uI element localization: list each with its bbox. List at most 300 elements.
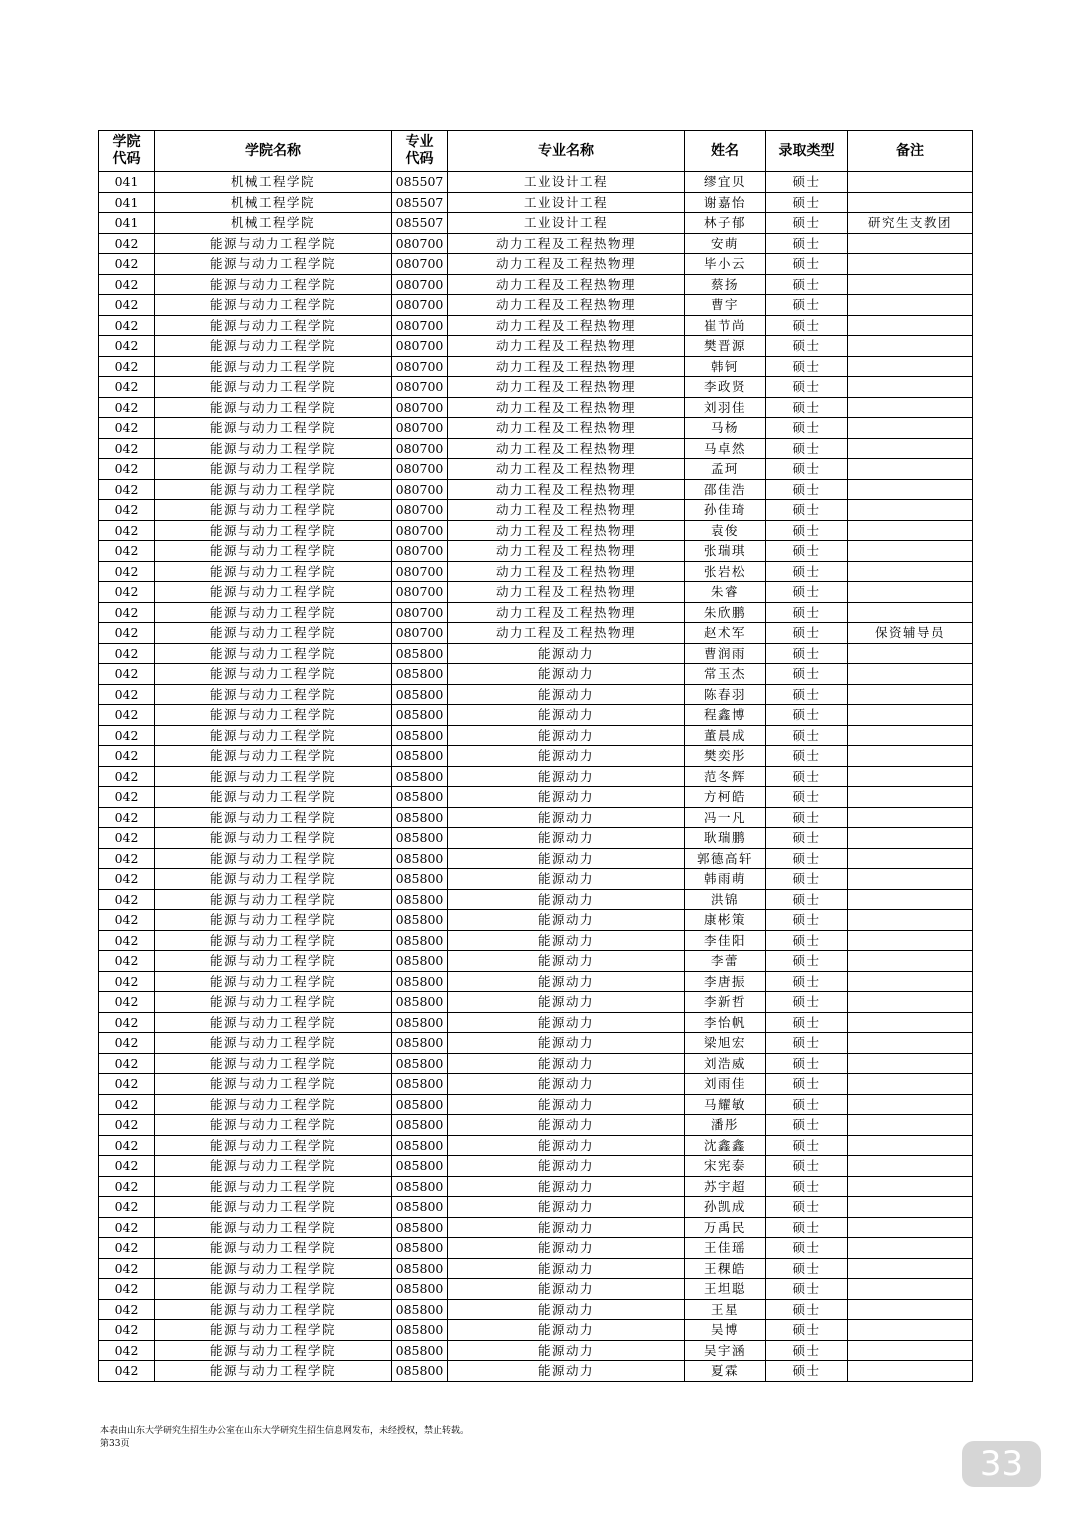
cell-student-name: 李佳阳 (685, 930, 766, 951)
cell-college-code: 042 (99, 561, 155, 582)
cell-major-code: 085800 (392, 1053, 448, 1074)
cell-major-code: 085800 (392, 1320, 448, 1341)
cell-college-name: 能源与动力工程学院 (155, 664, 392, 685)
cell-major-code: 085800 (392, 992, 448, 1013)
cell-college-name: 机械工程学院 (155, 213, 392, 234)
copyright-note: 本表由山东大学研究生招生办公室在山东大学研究生招生信息网发布，未经授权，禁止转载。 (100, 1426, 470, 1436)
cell-remarks (848, 438, 973, 459)
cell-major-code: 085800 (392, 1115, 448, 1136)
cell-college-name: 能源与动力工程学院 (155, 828, 392, 849)
header-name: 姓名 (685, 131, 766, 172)
cell-admission-type: 硕士 (766, 254, 848, 275)
table-row (99, 869, 973, 890)
cell-college-code: 042 (99, 1176, 155, 1197)
cell-remarks (848, 1012, 973, 1033)
cell-college-code: 042 (99, 1320, 155, 1341)
table-row (99, 377, 973, 398)
cell-major-code: 080700 (392, 520, 448, 541)
cell-major-name: 能源动力 (448, 1033, 685, 1054)
cell-admission-type: 硕士 (766, 1012, 848, 1033)
cell-remarks (848, 848, 973, 869)
cell-remarks (848, 1074, 973, 1095)
table-row (99, 1197, 973, 1218)
cell-admission-type: 硕士 (766, 1238, 848, 1259)
cell-student-name: 韩雨萌 (685, 869, 766, 890)
cell-college-code: 042 (99, 705, 155, 726)
header-college-code (99, 131, 155, 172)
cell-student-name: 安萌 (685, 233, 766, 254)
cell-remarks (848, 377, 973, 398)
cell-major-name: 动力工程及工程热物理 (448, 520, 685, 541)
cell-student-name: 沈鑫鑫 (685, 1135, 766, 1156)
cell-student-name: 常玉杰 (685, 664, 766, 685)
cell-admission-type: 硕士 (766, 930, 848, 951)
cell-student-name: 孟珂 (685, 459, 766, 480)
cell-college-name: 能源与动力工程学院 (155, 1115, 392, 1136)
cell-major-name: 能源动力 (448, 910, 685, 931)
cell-college-code: 042 (99, 520, 155, 541)
cell-major-name: 能源动力 (448, 971, 685, 992)
cell-major-name: 工业设计工程 (448, 192, 685, 213)
cell-major-code: 085800 (392, 1033, 448, 1054)
cell-college-code: 042 (99, 1299, 155, 1320)
cell-major-code: 085800 (392, 705, 448, 726)
cell-admission-type: 硕士 (766, 459, 848, 480)
table-row (99, 930, 973, 951)
table-row (99, 623, 973, 644)
cell-major-name: 能源动力 (448, 766, 685, 787)
cell-student-name: 马耀敏 (685, 1094, 766, 1115)
cell-major-name: 能源动力 (448, 1012, 685, 1033)
cell-college-name: 能源与动力工程学院 (155, 623, 392, 644)
cell-admission-type: 硕士 (766, 992, 848, 1013)
cell-student-name: 毕小云 (685, 254, 766, 275)
cell-college-code: 042 (99, 295, 155, 316)
cell-admission-type: 硕士 (766, 1135, 848, 1156)
cell-remarks (848, 274, 973, 295)
cell-college-code: 042 (99, 1238, 155, 1259)
cell-college-name: 能源与动力工程学院 (155, 1053, 392, 1074)
cell-major-code: 085800 (392, 1361, 448, 1382)
cell-remarks (848, 1238, 973, 1259)
cell-major-name: 能源动力 (448, 1238, 685, 1259)
header-admission-type: 录取类型 (766, 131, 848, 172)
cell-major-name: 能源动力 (448, 951, 685, 972)
table-row (99, 1074, 973, 1095)
cell-major-code: 080700 (392, 602, 448, 623)
header-major-code (392, 131, 448, 172)
cell-major-code: 085800 (392, 684, 448, 705)
table-row (99, 1279, 973, 1300)
cell-college-name: 能源与动力工程学院 (155, 1033, 392, 1054)
cell-major-code: 085800 (392, 930, 448, 951)
cell-major-code: 080700 (392, 500, 448, 521)
cell-college-code: 042 (99, 1279, 155, 1300)
table-row (99, 315, 973, 336)
cell-major-code: 085800 (392, 643, 448, 664)
table-row (99, 1053, 973, 1074)
cell-remarks (848, 910, 973, 931)
cell-major-name: 动力工程及工程热物理 (448, 233, 685, 254)
cell-college-name: 能源与动力工程学院 (155, 1176, 392, 1197)
cell-student-name: 潘彤 (685, 1115, 766, 1136)
cell-college-code: 041 (99, 213, 155, 234)
cell-college-name: 能源与动力工程学院 (155, 1279, 392, 1300)
table-row (99, 1135, 973, 1156)
cell-remarks: 保资辅导员 (848, 623, 973, 644)
cell-remarks (848, 233, 973, 254)
cell-college-name: 能源与动力工程学院 (155, 766, 392, 787)
cell-college-name: 能源与动力工程学院 (155, 1258, 392, 1279)
table-row (99, 910, 973, 931)
cell-student-name: 李新哲 (685, 992, 766, 1013)
cell-student-name: 王坦聪 (685, 1279, 766, 1300)
header-major-code-line1: 专业 (405, 134, 434, 150)
table-row (99, 192, 973, 213)
cell-admission-type: 硕士 (766, 725, 848, 746)
cell-admission-type: 硕士 (766, 1115, 848, 1136)
cell-college-name: 能源与动力工程学院 (155, 520, 392, 541)
table-row (99, 602, 973, 623)
cell-major-code: 085800 (392, 1238, 448, 1259)
cell-student-name: 赵术军 (685, 623, 766, 644)
cell-student-name: 苏宇超 (685, 1176, 766, 1197)
cell-major-code: 085800 (392, 910, 448, 931)
cell-major-name: 能源动力 (448, 787, 685, 808)
cell-remarks (848, 541, 973, 562)
cell-major-name: 能源动力 (448, 725, 685, 746)
cell-admission-type: 硕士 (766, 1361, 848, 1382)
cell-admission-type: 硕士 (766, 869, 848, 890)
cell-admission-type: 硕士 (766, 438, 848, 459)
table-row (99, 971, 973, 992)
cell-major-code: 085800 (392, 766, 448, 787)
cell-admission-type: 硕士 (766, 336, 848, 357)
cell-student-name: 林子郁 (685, 213, 766, 234)
cell-college-code: 042 (99, 541, 155, 562)
cell-admission-type: 硕士 (766, 664, 848, 685)
cell-major-code: 085800 (392, 1135, 448, 1156)
cell-student-name: 程鑫博 (685, 705, 766, 726)
cell-admission-type: 硕士 (766, 213, 848, 234)
cell-college-code: 042 (99, 459, 155, 480)
cell-college-code: 042 (99, 623, 155, 644)
admission-roster-table (98, 130, 973, 1382)
cell-college-code: 042 (99, 951, 155, 972)
cell-major-code: 085800 (392, 869, 448, 890)
cell-major-name: 能源动力 (448, 1320, 685, 1341)
cell-college-code: 042 (99, 377, 155, 398)
cell-admission-type: 硕士 (766, 192, 848, 213)
cell-college-name: 能源与动力工程学院 (155, 315, 392, 336)
cell-college-code: 042 (99, 1361, 155, 1382)
cell-remarks (848, 1176, 973, 1197)
cell-major-code: 085800 (392, 1176, 448, 1197)
cell-admission-type: 硕士 (766, 746, 848, 767)
cell-major-code: 085800 (392, 1074, 448, 1095)
cell-major-name: 动力工程及工程热物理 (448, 274, 685, 295)
cell-college-code: 042 (99, 725, 155, 746)
cell-remarks (848, 889, 973, 910)
cell-remarks (848, 418, 973, 439)
cell-major-name: 动力工程及工程热物理 (448, 541, 685, 562)
table-row (99, 1094, 973, 1115)
cell-student-name: 袁俊 (685, 520, 766, 541)
cell-college-name: 能源与动力工程学院 (155, 274, 392, 295)
cell-admission-type: 硕士 (766, 1197, 848, 1218)
table-row (99, 541, 973, 562)
table-row (99, 561, 973, 582)
cell-admission-type: 硕士 (766, 479, 848, 500)
cell-student-name: 曹宇 (685, 295, 766, 316)
cell-remarks (848, 295, 973, 316)
cell-college-code: 042 (99, 1217, 155, 1238)
cell-admission-type: 硕士 (766, 623, 848, 644)
cell-student-name: 李政贤 (685, 377, 766, 398)
cell-student-name: 朱欣鹏 (685, 602, 766, 623)
table-row (99, 848, 973, 869)
table-row (99, 295, 973, 316)
cell-college-code: 041 (99, 172, 155, 193)
cell-student-name: 吴宇涵 (685, 1340, 766, 1361)
cell-major-name: 动力工程及工程热物理 (448, 602, 685, 623)
cell-remarks (848, 807, 973, 828)
cell-college-name: 能源与动力工程学院 (155, 1217, 392, 1238)
cell-remarks (848, 971, 973, 992)
cell-major-code: 080700 (392, 254, 448, 275)
cell-admission-type: 硕士 (766, 889, 848, 910)
cell-remarks (848, 787, 973, 808)
cell-college-name: 能源与动力工程学院 (155, 295, 392, 316)
cell-college-code: 042 (99, 500, 155, 521)
cell-major-name: 能源动力 (448, 684, 685, 705)
cell-student-name: 马杨 (685, 418, 766, 439)
cell-student-name: 刘羽佳 (685, 397, 766, 418)
table-row (99, 1299, 973, 1320)
table-row (99, 1361, 973, 1382)
cell-college-name: 能源与动力工程学院 (155, 848, 392, 869)
cell-student-name: 范冬辉 (685, 766, 766, 787)
cell-college-code: 042 (99, 684, 155, 705)
cell-college-code: 042 (99, 1033, 155, 1054)
table-row (99, 664, 973, 685)
table-row (99, 274, 973, 295)
cell-college-name: 能源与动力工程学院 (155, 869, 392, 890)
cell-remarks (848, 930, 973, 951)
cell-college-code: 042 (99, 1074, 155, 1095)
cell-student-name: 张岩松 (685, 561, 766, 582)
table-row (99, 582, 973, 603)
cell-college-code: 042 (99, 1197, 155, 1218)
cell-college-code: 042 (99, 971, 155, 992)
cell-student-name: 万禹民 (685, 1217, 766, 1238)
cell-remarks (848, 725, 973, 746)
cell-remarks (848, 356, 973, 377)
cell-college-code: 042 (99, 1156, 155, 1177)
cell-major-name: 能源动力 (448, 992, 685, 1013)
cell-remarks (848, 315, 973, 336)
cell-remarks (848, 705, 973, 726)
cell-college-name: 能源与动力工程学院 (155, 438, 392, 459)
cell-college-code: 042 (99, 992, 155, 1013)
cell-major-name: 能源动力 (448, 1279, 685, 1300)
cell-admission-type: 硕士 (766, 1156, 848, 1177)
table-row (99, 1258, 973, 1279)
table-row (99, 459, 973, 480)
cell-major-code: 085800 (392, 1156, 448, 1177)
cell-major-code: 085800 (392, 1012, 448, 1033)
cell-admission-type: 硕士 (766, 1299, 848, 1320)
cell-admission-type: 硕士 (766, 233, 848, 254)
cell-major-code: 080700 (392, 418, 448, 439)
cell-major-name: 动力工程及工程热物理 (448, 315, 685, 336)
cell-major-name: 能源动力 (448, 828, 685, 849)
cell-college-name: 能源与动力工程学院 (155, 889, 392, 910)
cell-college-code: 042 (99, 828, 155, 849)
cell-major-name: 能源动力 (448, 1115, 685, 1136)
cell-major-code: 080700 (392, 479, 448, 500)
cell-admission-type: 硕士 (766, 1340, 848, 1361)
cell-admission-type: 硕士 (766, 1094, 848, 1115)
cell-major-name: 能源动力 (448, 746, 685, 767)
cell-college-name: 能源与动力工程学院 (155, 1074, 392, 1095)
cell-student-name: 夏霖 (685, 1361, 766, 1382)
cell-admission-type: 硕士 (766, 172, 848, 193)
cell-remarks (848, 951, 973, 972)
cell-college-name: 能源与动力工程学院 (155, 1320, 392, 1341)
cell-student-name: 王佳瑶 (685, 1238, 766, 1259)
cell-major-name: 能源动力 (448, 1340, 685, 1361)
table-header (99, 131, 973, 172)
cell-admission-type: 硕士 (766, 910, 848, 931)
header-college-code-line1: 学院 (112, 134, 141, 150)
cell-major-name: 能源动力 (448, 1197, 685, 1218)
cell-major-name: 工业设计工程 (448, 213, 685, 234)
cell-college-code: 042 (99, 1340, 155, 1361)
cell-college-name: 机械工程学院 (155, 172, 392, 193)
cell-major-name: 能源动力 (448, 1258, 685, 1279)
cell-student-name: 吴博 (685, 1320, 766, 1341)
cell-college-name: 能源与动力工程学院 (155, 705, 392, 726)
cell-student-name: 蔡扬 (685, 274, 766, 295)
cell-admission-type: 硕士 (766, 1320, 848, 1341)
cell-major-name: 能源动力 (448, 1074, 685, 1095)
cell-college-name: 能源与动力工程学院 (155, 418, 392, 439)
cell-admission-type: 硕士 (766, 561, 848, 582)
cell-major-code: 080700 (392, 233, 448, 254)
cell-student-name: 李蕾 (685, 951, 766, 972)
cell-remarks (848, 582, 973, 603)
cell-remarks (848, 828, 973, 849)
cell-major-code: 085800 (392, 951, 448, 972)
table-row (99, 336, 973, 357)
cell-college-code: 042 (99, 848, 155, 869)
cell-college-code: 042 (99, 315, 155, 336)
cell-admission-type: 硕士 (766, 274, 848, 295)
cell-student-name: 朱睿 (685, 582, 766, 603)
cell-major-name: 动力工程及工程热物理 (448, 561, 685, 582)
cell-college-name: 能源与动力工程学院 (155, 1299, 392, 1320)
cell-major-code: 080700 (392, 623, 448, 644)
cell-major-name: 能源动力 (448, 807, 685, 828)
cell-admission-type: 硕士 (766, 643, 848, 664)
cell-college-name: 能源与动力工程学院 (155, 479, 392, 500)
cell-remarks (848, 172, 973, 193)
cell-college-code: 042 (99, 664, 155, 685)
cell-major-code: 080700 (392, 438, 448, 459)
table-row (99, 992, 973, 1013)
table-body (99, 172, 973, 1382)
table-row (99, 643, 973, 664)
cell-major-code: 085507 (392, 213, 448, 234)
cell-admission-type: 硕士 (766, 1033, 848, 1054)
header-major-code-line2: 代码 (405, 151, 434, 167)
cell-admission-type: 硕士 (766, 418, 848, 439)
cell-student-name: 康彬策 (685, 910, 766, 931)
page-number-badge: 33 (962, 1441, 1041, 1487)
cell-major-name: 能源动力 (448, 1361, 685, 1382)
cell-major-name: 动力工程及工程热物理 (448, 356, 685, 377)
cell-student-name: 耿瑞鹏 (685, 828, 766, 849)
cell-admission-type: 硕士 (766, 356, 848, 377)
cell-admission-type: 硕士 (766, 807, 848, 828)
cell-remarks (848, 1279, 973, 1300)
cell-admission-type: 硕士 (766, 1176, 848, 1197)
cell-remarks (848, 336, 973, 357)
cell-admission-type: 硕士 (766, 582, 848, 603)
cell-admission-type: 硕士 (766, 1258, 848, 1279)
cell-college-code: 042 (99, 438, 155, 459)
cell-major-code: 080700 (392, 336, 448, 357)
cell-major-code: 085800 (392, 971, 448, 992)
cell-student-name: 洪锦 (685, 889, 766, 910)
cell-college-code: 042 (99, 1258, 155, 1279)
cell-major-code: 080700 (392, 541, 448, 562)
cell-major-name: 动力工程及工程热物理 (448, 459, 685, 480)
cell-student-name: 刘雨佳 (685, 1074, 766, 1095)
cell-student-name: 曹润雨 (685, 643, 766, 664)
cell-major-code: 085800 (392, 725, 448, 746)
cell-college-code: 042 (99, 274, 155, 295)
cell-student-name: 王星 (685, 1299, 766, 1320)
cell-major-code: 085507 (392, 172, 448, 193)
cell-remarks (848, 479, 973, 500)
cell-college-code: 042 (99, 233, 155, 254)
cell-major-code: 085800 (392, 1094, 448, 1115)
cell-college-code: 042 (99, 746, 155, 767)
cell-college-code: 042 (99, 910, 155, 931)
cell-college-name: 能源与动力工程学院 (155, 1012, 392, 1033)
cell-major-name: 能源动力 (448, 1299, 685, 1320)
table-row (99, 1340, 973, 1361)
table-row (99, 438, 973, 459)
cell-major-name: 动力工程及工程热物理 (448, 418, 685, 439)
cell-college-name: 能源与动力工程学院 (155, 356, 392, 377)
table-row (99, 807, 973, 828)
cell-student-name: 冯一凡 (685, 807, 766, 828)
cell-admission-type: 硕士 (766, 541, 848, 562)
table-row (99, 1320, 973, 1341)
cell-admission-type: 硕士 (766, 705, 848, 726)
cell-college-name: 能源与动力工程学院 (155, 397, 392, 418)
cell-major-code: 085800 (392, 848, 448, 869)
cell-remarks (848, 500, 973, 521)
cell-college-name: 能源与动力工程学院 (155, 233, 392, 254)
cell-college-name: 能源与动力工程学院 (155, 930, 392, 951)
cell-admission-type: 硕士 (766, 1074, 848, 1095)
cell-major-name: 能源动力 (448, 869, 685, 890)
cell-college-name: 能源与动力工程学院 (155, 336, 392, 357)
